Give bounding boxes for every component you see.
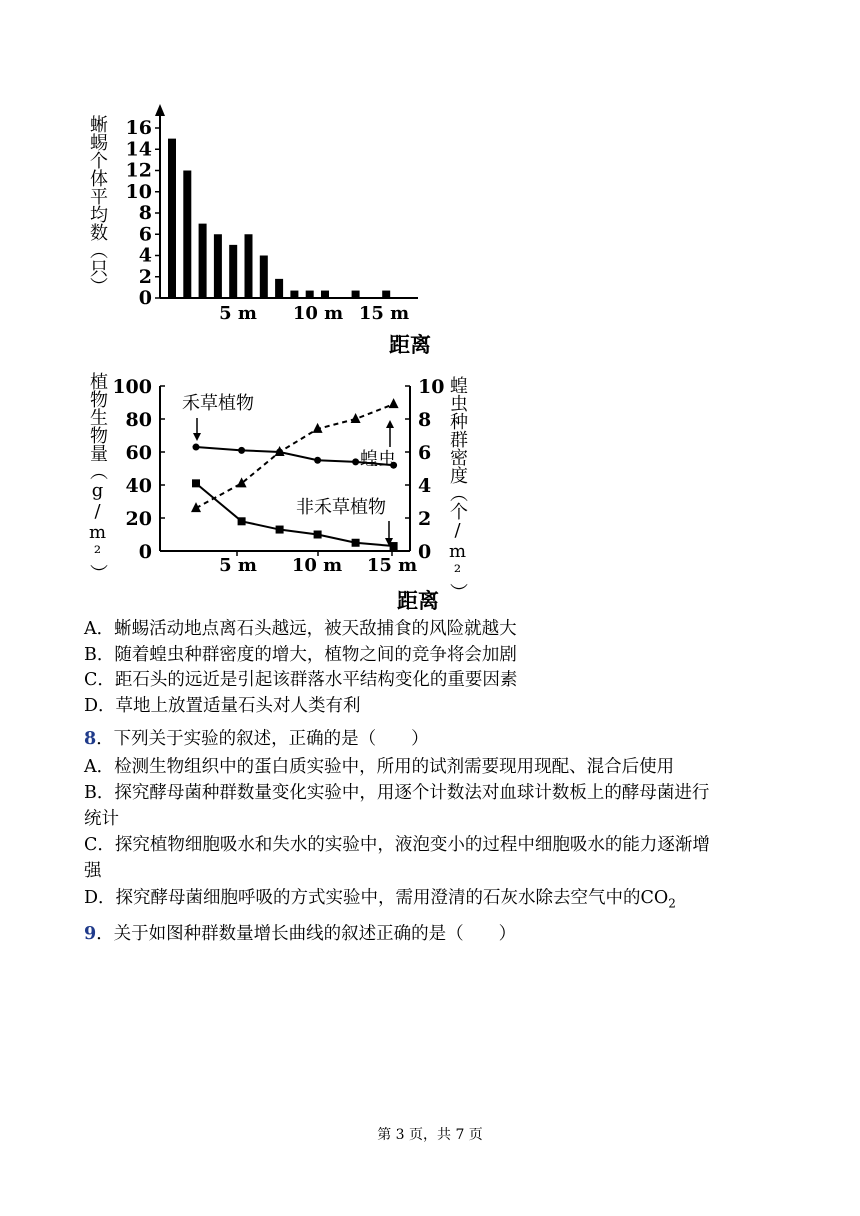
lizard-bar-chart: [0, 0, 860, 370]
option-8b: B．探究酵母菌种群数量变化实验中，用逐个计数法对血球计数板上的酵母菌进行: [84, 783, 710, 803]
label-nongrass: 非禾草植物: [296, 497, 386, 518]
point-triangle: [313, 423, 323, 433]
left-y-tick-label: 80: [125, 409, 152, 431]
y-tick-label: 4: [138, 244, 152, 267]
y-tick-label: 2: [138, 265, 152, 288]
y-tick-label: 10: [125, 180, 152, 203]
bar: [352, 291, 360, 298]
x-axis-label: 距离: [389, 332, 431, 357]
bar: [382, 291, 390, 298]
y-tick-label: 16: [125, 117, 152, 139]
x-axis-label: 距离: [397, 588, 439, 613]
bar: [214, 234, 222, 298]
option-7d: D．草地上放置适量石头对人类有利: [84, 696, 361, 716]
left-y-tick-label: 20: [125, 508, 152, 530]
x-tick-label: 10 m: [291, 555, 343, 576]
option-8b-cont: 统计: [84, 809, 119, 829]
right-y-tick-label: 8: [418, 409, 432, 431]
point-square: [352, 539, 360, 547]
option-8a: A．检测生物组织中的蛋白质实验中，所用的试剂需要现用现配、混合后使用: [84, 757, 675, 777]
point-circle: [193, 444, 200, 451]
y-tick-label: 8: [138, 202, 152, 224]
bar: [183, 171, 191, 299]
x-tick-label: 15 m: [358, 303, 410, 324]
option-7b: B．随着蝗虫种群密度的增大，植物之间的竞争将会加剧: [84, 645, 517, 665]
left-y-tick-label: 60: [125, 442, 152, 464]
right-y-tick-label: 4: [418, 475, 432, 497]
x-tick-label: 15 m: [366, 555, 418, 576]
x-tick-label: 5 m: [219, 303, 257, 324]
bar: [168, 139, 176, 298]
right-y-tick-label: 2: [418, 508, 432, 530]
y-axis-arrow: [155, 104, 165, 116]
point-square: [192, 479, 200, 487]
y-tick-label: 12: [125, 159, 152, 182]
bar: [245, 234, 253, 298]
left-y-tick-label: 40: [125, 475, 152, 497]
point-square: [314, 531, 322, 539]
question-9-stem: 9．关于如图种群数量增长曲线的叙述正确的是（ ）: [84, 924, 517, 944]
bar: [199, 224, 207, 298]
question-8-number: 8: [84, 729, 97, 749]
arrowhead-grass: [193, 433, 201, 441]
option-7c: C．距石头的远近是引起该群落水平结构变化的重要因素: [84, 670, 518, 690]
y-tick-label: 0: [138, 287, 152, 309]
bar: [306, 291, 314, 298]
biomass-density-chart: [0, 365, 860, 615]
bar: [321, 291, 329, 298]
label-grass: 禾草植物: [182, 393, 254, 414]
left-y-tick-label: 0: [138, 541, 152, 563]
point-circle: [314, 457, 321, 464]
option-8d: D．探究酵母菌细胞呼吸的方式实验中，需用澄清的石灰水除去空气中的$CO_2$: [84, 888, 676, 911]
point-square: [276, 526, 284, 534]
bar: [229, 245, 237, 298]
bar: [275, 279, 283, 298]
chart1-ylabel: 蜥蜴个体平均数（只）: [87, 115, 108, 295]
x-tick-label: 10 m: [292, 303, 344, 324]
point-triangle: [237, 477, 247, 487]
question-9-number: 9: [84, 924, 97, 944]
chart2-ylabel-right: 蝗虫种群密度（个/m²）: [447, 376, 468, 601]
right-y-tick-label: 0: [418, 541, 432, 563]
point-triangle: [389, 398, 399, 408]
left-y-tick-label: 100: [112, 376, 152, 398]
option-8c: C．探究植物细胞吸水和失水的实验中，液泡变小的过程中细胞吸水的能力逐渐增: [84, 835, 710, 855]
point-circle: [238, 447, 245, 454]
point-square: [390, 542, 398, 550]
point-circle: [352, 458, 359, 465]
chart2-ylabel-left: 植物生物量（g/m²）: [87, 372, 108, 582]
option-8c-cont: 强: [84, 861, 102, 881]
y-tick-label: 14: [125, 138, 152, 161]
right-y-tick-label: 6: [418, 442, 432, 464]
question-8-stem: 8．下列关于实验的叙述，正确的是（ ）: [84, 729, 429, 749]
option-7a: A．蜥蜴活动地点离石头越远，被天敌捕食的风险就越大: [84, 619, 517, 639]
x-tick-label: 5 m: [219, 555, 257, 576]
right-y-tick-label: 10: [418, 376, 445, 398]
bar: [290, 291, 298, 298]
bar: [260, 256, 268, 299]
page-footer: 第 3 页，共 7 页: [377, 1127, 483, 1143]
point-triangle: [351, 413, 361, 423]
arrowhead-locust: [386, 420, 394, 428]
y-tick-label: 6: [138, 223, 152, 246]
point-square: [238, 517, 246, 525]
label-locust: 蝗虫: [360, 449, 396, 470]
